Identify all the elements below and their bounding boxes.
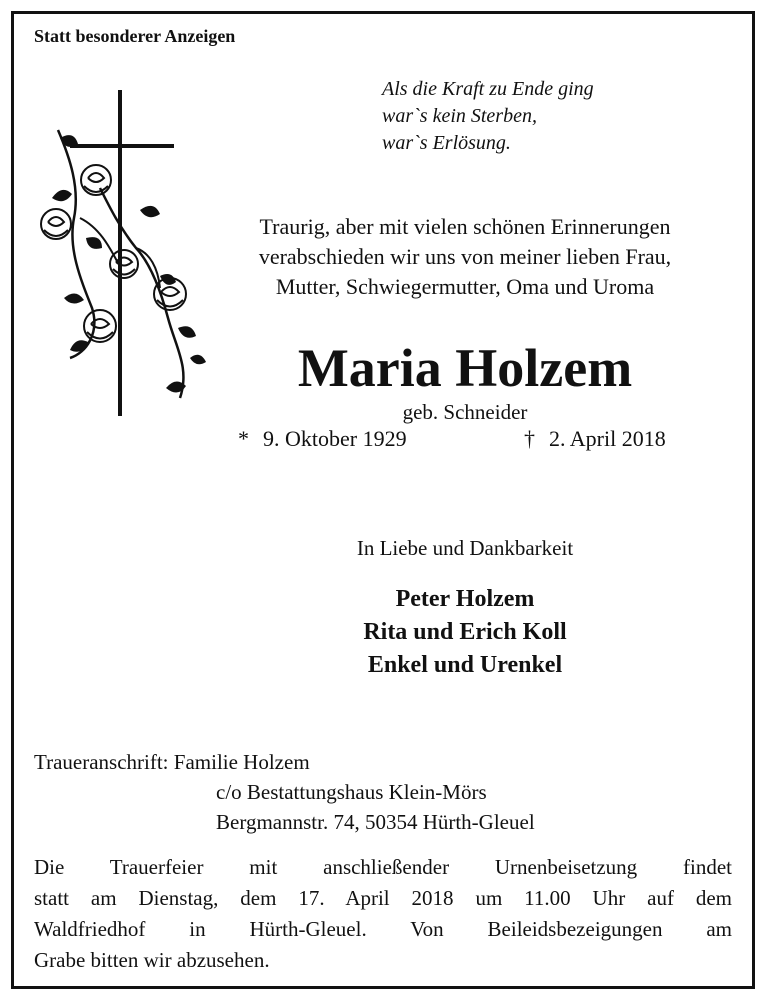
address-line-3: Bergmannstr. 74, 50354 Hürth-Gleuel [216,810,535,834]
maiden-name: geb. Schneider [402,400,528,424]
address-line-2: c/o Bestattungshaus Klein-Mörs [216,780,487,804]
birth-date: 9. Oktober 1929 [263,426,407,451]
intro-line: verabschieden wir uns von meiner lieben Frau, [258,244,672,269]
mourner-name: Rita und Erich Koll [363,619,567,645]
ceremony-line: Die Trauerfeier mit anschließender Urnenbeisetzung findet [34,855,732,879]
death-date: 2. April 2018 [549,426,666,451]
ceremony-line: Grabe bitten wir abzusehen. [34,948,270,972]
intro-line: Mutter, Schwiegermutter, Oma und Uroma [275,274,655,299]
deceased-name: Maria Holzem [297,338,633,398]
death-symbol: † [524,426,535,451]
poem-line: war`s kein Sterben, [382,105,537,127]
ceremony-line: statt am Dienstag, dem 17. April 2018 um 11.00 Uhr auf dem [34,886,732,910]
mourner-name: Peter Holzem [395,586,535,612]
cross-with-roses-icon [40,88,208,424]
intro-line: Traurig, aber mit vielen schönen Erinnerungen [259,214,671,239]
love-line: In Liebe und Dankbarkeit [356,536,574,560]
birth-date-line [238,426,407,452]
mourners-list [200,583,730,682]
poem-line: war`s Erlösung. [382,132,511,154]
mourner-name: Enkel und Urenkel [367,652,563,678]
ceremony-text [34,852,732,976]
poem-line: Als die Kraft zu Ende ging [382,78,594,100]
intro-text [200,212,730,302]
header-notice: Statt besonderer Anzeigen [34,26,236,46]
address-line-1: Traueranschrift: Familie Holzem [34,750,310,774]
ceremony-line: Waldfriedhof in Hürth-Gleuel. Von Beileidsbezeigungen am [34,917,732,941]
birth-symbol: * [238,426,249,451]
poem [382,76,594,157]
death-date-line [524,426,666,452]
